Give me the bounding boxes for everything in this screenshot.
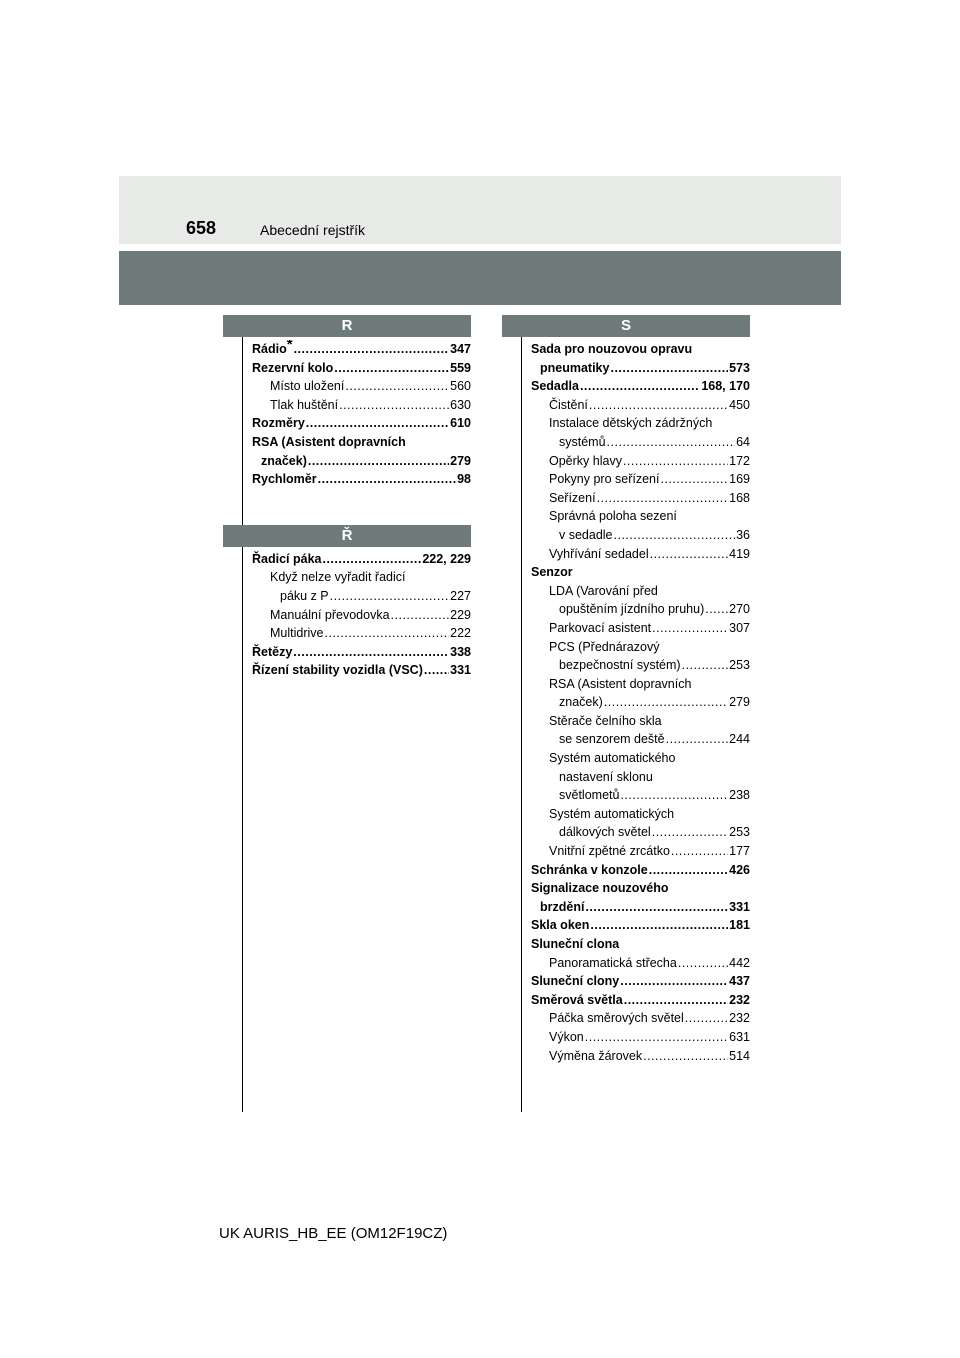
section-letter-header: S xyxy=(502,315,750,337)
entry-page-number: 172 xyxy=(729,453,750,468)
entry-term xyxy=(540,898,584,917)
entry-term xyxy=(531,991,623,1010)
entry-term-text: Tlak huštění xyxy=(270,397,339,412)
dot-leader xyxy=(334,359,449,378)
index-entry xyxy=(252,377,471,396)
entry-page-number: 442 xyxy=(729,955,750,970)
index-entry xyxy=(531,507,750,526)
entry-page-number: 232 xyxy=(729,992,750,1007)
entry-term xyxy=(549,712,662,731)
dot-leader xyxy=(607,433,736,452)
dot-leader xyxy=(666,730,729,749)
entry-term xyxy=(559,656,681,675)
entry-term-text: Když nelze vyřadit řadicí xyxy=(270,570,406,585)
index-entry xyxy=(531,340,750,359)
entry-term-text: Vnitřní zpětné zrcátko xyxy=(549,844,670,859)
right-column-rule xyxy=(521,315,522,1112)
entry-term-text: Směrová světla xyxy=(531,992,623,1007)
dot-leader xyxy=(682,656,729,675)
dot-leader xyxy=(671,842,728,861)
entry-term xyxy=(270,606,390,625)
dot-leader xyxy=(620,972,728,991)
entry-term-text: dálkových světel xyxy=(559,825,651,840)
entry-term-text: značek) xyxy=(559,695,603,710)
entry-page-number: 229 xyxy=(450,607,471,622)
index-entry xyxy=(531,898,750,917)
entry-term-text: Senzor xyxy=(531,565,573,580)
dot-leader xyxy=(589,396,728,415)
index-entry xyxy=(252,470,471,489)
left-column-rule xyxy=(242,315,243,1112)
section-letter-header: R xyxy=(223,315,471,337)
entry-page-number: 426 xyxy=(729,862,750,877)
header-background xyxy=(119,176,841,244)
entry-term xyxy=(531,879,669,898)
index-entry xyxy=(531,954,750,973)
entry-term xyxy=(549,1009,684,1028)
index-entry xyxy=(252,396,471,415)
page-number: 658 xyxy=(186,218,217,238)
entry-page-number: 253 xyxy=(729,658,750,673)
entry-term-text: RSA (Asistent dopravních xyxy=(549,676,692,691)
entry-term-text: v sedadle xyxy=(559,527,613,542)
page-title: Abecední rejstřík xyxy=(260,222,366,238)
entry-term-text: Parkovací asistent xyxy=(549,620,652,635)
index-entry xyxy=(531,1028,750,1047)
entry-term xyxy=(549,1028,584,1047)
entry-page-number: 181 xyxy=(729,918,750,933)
entry-term xyxy=(559,786,619,805)
index-entry xyxy=(531,749,750,768)
entry-page-number: 279 xyxy=(450,453,471,468)
index-entry xyxy=(252,359,471,378)
entry-term xyxy=(549,675,691,694)
entry-term-text: Čistění xyxy=(549,397,588,412)
dot-leader xyxy=(652,619,728,638)
left-index-column xyxy=(252,315,471,680)
section-spacer xyxy=(252,489,471,525)
entry-term xyxy=(559,526,613,545)
section-letter-header: Ř xyxy=(223,525,471,547)
entry-term xyxy=(280,587,329,606)
entry-page-number: 168 xyxy=(729,490,750,505)
dot-leader xyxy=(652,823,728,842)
index-entry xyxy=(531,786,750,805)
index-entry xyxy=(531,489,750,508)
footnote-star: * xyxy=(286,340,293,353)
entry-term xyxy=(549,489,596,508)
index-entry xyxy=(531,768,750,787)
index-entry xyxy=(531,991,750,1010)
index-entry xyxy=(531,1047,750,1066)
index-entry xyxy=(252,433,471,452)
index-entry xyxy=(531,1009,750,1028)
entry-term-text: Rozměry xyxy=(252,416,305,431)
entry-term xyxy=(559,693,603,712)
entry-term-text: Rezervní kolo xyxy=(252,360,334,375)
entry-term xyxy=(549,954,677,973)
dot-leader xyxy=(293,643,449,662)
index-entry xyxy=(531,563,750,582)
entry-term-text: brzdění xyxy=(540,899,585,914)
entry-term xyxy=(549,414,712,433)
entry-term xyxy=(549,452,622,471)
index-entry xyxy=(252,643,471,662)
dot-leader xyxy=(620,786,728,805)
entry-term xyxy=(270,624,324,643)
entry-term-text: Řízení stability vozidla (VSC) xyxy=(252,663,423,678)
entry-page-number: 36 xyxy=(736,527,750,542)
entry-term-text: Opěrky hlavy xyxy=(549,453,622,468)
entry-term-text: PCS (Přednárazový xyxy=(549,639,660,654)
index-entry xyxy=(531,823,750,842)
entry-term-text: Manuální převodovka xyxy=(270,607,390,622)
entry-term-text: páku z P xyxy=(280,588,329,603)
index-entry xyxy=(531,377,750,396)
entry-term xyxy=(270,396,338,415)
dot-leader xyxy=(318,470,456,489)
dot-leader xyxy=(643,1047,728,1066)
dot-leader xyxy=(624,991,728,1010)
entry-page-number: 238 xyxy=(729,788,750,803)
index-entry xyxy=(531,526,750,545)
entry-term-text: Skla oken xyxy=(531,918,590,933)
index-entry xyxy=(252,587,471,606)
entry-term-text: se senzorem deště xyxy=(559,732,665,747)
index-entry xyxy=(531,582,750,601)
entry-term-text: světlometů xyxy=(559,788,620,803)
entry-term xyxy=(270,377,344,396)
entry-page-number: 437 xyxy=(729,974,750,989)
index-entry xyxy=(531,452,750,471)
dot-leader xyxy=(585,898,728,917)
dot-leader xyxy=(590,916,728,935)
entry-term xyxy=(559,600,704,619)
index-entry xyxy=(531,396,750,415)
entry-term xyxy=(559,730,665,749)
index-entry xyxy=(531,972,750,991)
dot-leader xyxy=(580,377,700,396)
footer-doc-code: UK AURIS_HB_EE (OM12F19CZ) xyxy=(219,1225,448,1242)
entry-term-text: Místo uložení xyxy=(270,379,345,394)
entry-page-number: 227 xyxy=(450,588,471,603)
entry-term-text: Multidrive xyxy=(270,626,324,641)
entry-page-number: 560 xyxy=(450,379,471,394)
entry-term-text: pneumatiky xyxy=(540,360,610,375)
index-entry xyxy=(531,359,750,378)
entry-page-number: 514 xyxy=(729,1048,750,1063)
dot-leader xyxy=(610,359,728,378)
index-entry xyxy=(531,656,750,675)
dot-leader xyxy=(678,954,728,973)
dot-leader xyxy=(623,452,728,471)
entry-term xyxy=(531,563,573,582)
entry-term-text: Řadicí páka xyxy=(252,551,322,566)
entry-term xyxy=(559,768,653,787)
entry-term xyxy=(549,749,675,768)
entry-term xyxy=(549,619,651,638)
dot-leader xyxy=(345,377,449,396)
entry-term xyxy=(270,568,405,587)
entry-page-number: 450 xyxy=(729,397,750,412)
index-entry xyxy=(531,916,750,935)
entry-page-number: 222, 229 xyxy=(422,551,471,566)
index-entry xyxy=(252,624,471,643)
index-entries xyxy=(531,340,750,1065)
dot-leader xyxy=(322,550,421,569)
entry-term xyxy=(549,396,588,415)
entry-term xyxy=(540,359,609,378)
entry-page-number: 347 xyxy=(450,342,471,356)
entry-term xyxy=(531,935,619,954)
index-entry xyxy=(531,638,750,657)
index-entry xyxy=(531,730,750,749)
entry-page-number: 338 xyxy=(450,644,471,659)
entry-term xyxy=(531,340,692,359)
entry-term-text: Výměna žárovek xyxy=(549,1048,643,1063)
index-entry xyxy=(531,805,750,824)
dot-leader xyxy=(424,661,449,680)
index-entry xyxy=(531,545,750,564)
entry-term xyxy=(261,452,307,471)
index-entry xyxy=(252,550,471,569)
dot-leader xyxy=(325,624,450,643)
entry-page-number: 244 xyxy=(729,732,750,747)
entry-term-text: Správná poloha sezení xyxy=(549,509,677,524)
entry-term-text: Sedadla xyxy=(531,379,579,394)
entry-page-number: 559 xyxy=(450,360,471,375)
index-entry xyxy=(531,842,750,861)
entry-term xyxy=(559,823,651,842)
entry-term-text: Systém automatického xyxy=(549,751,676,766)
entry-term-text: Seřízení xyxy=(549,490,596,505)
index-entry xyxy=(252,452,471,471)
dot-leader xyxy=(660,470,728,489)
entry-term-text: Systém automatických xyxy=(549,806,675,821)
entry-page-number: 270 xyxy=(729,602,750,617)
dot-leader xyxy=(339,396,449,415)
entry-term-text: Sada pro nouzovou opravu xyxy=(531,342,693,356)
entry-term-text: Panoramatická střecha xyxy=(549,955,677,970)
index-entry xyxy=(531,693,750,712)
header-band xyxy=(119,251,841,305)
entry-term-text: opuštěním jízdního pruhu) xyxy=(559,602,705,617)
dot-leader xyxy=(294,340,450,359)
index-entry xyxy=(252,606,471,625)
dot-leader xyxy=(330,587,450,606)
dot-leader xyxy=(308,452,449,471)
index-entry xyxy=(531,619,750,638)
index-entry xyxy=(252,661,471,680)
dot-leader xyxy=(306,414,449,433)
index-entry xyxy=(531,712,750,731)
right-index-column xyxy=(531,315,750,1065)
entry-term-text: Instalace dětských zádržných xyxy=(549,416,713,431)
entry-term-text: Rychloměr xyxy=(252,472,317,487)
dot-leader xyxy=(650,545,729,564)
entry-term-text: bezpečnostní systém) xyxy=(559,658,681,673)
entry-term xyxy=(531,972,619,991)
index-entry xyxy=(531,879,750,898)
index-entry xyxy=(531,414,750,433)
entry-term xyxy=(531,377,579,396)
entry-page-number: 279 xyxy=(729,695,750,710)
index-entry xyxy=(252,568,471,587)
index-entry xyxy=(531,470,750,489)
entry-term xyxy=(549,545,649,564)
dot-leader xyxy=(391,606,450,625)
index-entries xyxy=(252,550,471,680)
entry-term xyxy=(549,1047,642,1066)
index-entry xyxy=(252,414,471,433)
index-entry xyxy=(531,433,750,452)
entry-page-number: 630 xyxy=(450,397,471,412)
entry-term-text: značek) xyxy=(261,453,307,468)
entry-page-number: 610 xyxy=(450,416,471,431)
entry-term xyxy=(252,470,317,489)
entry-term-text: Rádio xyxy=(252,342,287,356)
entry-term xyxy=(531,861,648,880)
entry-term-text: Sluneční clona xyxy=(531,937,620,951)
entry-term-text: Pokyny pro seřízení xyxy=(549,472,660,487)
entry-term xyxy=(531,916,589,935)
dot-leader xyxy=(614,526,736,545)
entry-page-number: 331 xyxy=(450,663,471,678)
entry-term xyxy=(559,433,606,452)
entry-page-number: 331 xyxy=(729,899,750,914)
entry-page-number: 573 xyxy=(729,360,750,375)
entry-term xyxy=(549,582,658,601)
entry-term xyxy=(549,638,659,657)
entry-term xyxy=(252,433,406,452)
entry-page-number: 631 xyxy=(729,1029,750,1044)
entry-term xyxy=(549,805,674,824)
entry-term-text: Řetězy xyxy=(252,644,293,659)
entry-page-number: 64 xyxy=(736,434,750,449)
entry-term xyxy=(252,340,293,359)
entry-term-text: Signalizace nouzového xyxy=(531,881,669,896)
index-entry xyxy=(531,935,750,954)
entry-term xyxy=(549,842,670,861)
entry-page-number: 232 xyxy=(729,1011,750,1026)
entry-page-number: 98 xyxy=(457,472,471,487)
entry-term-text: RSA (Asistent dopravních xyxy=(252,434,406,449)
entry-term-text: Sluneční clony xyxy=(531,974,620,989)
entry-term xyxy=(252,359,333,378)
entry-page-number: 307 xyxy=(729,620,750,635)
index-entry xyxy=(531,600,750,619)
entry-term xyxy=(252,414,305,433)
entry-term-text: nastavení sklonu xyxy=(559,769,653,784)
entry-page-number: 253 xyxy=(729,825,750,840)
index-entry xyxy=(531,861,750,880)
entry-term-text: Páčka směrových světel xyxy=(549,1011,684,1026)
entry-term-text: LDA (Varování před xyxy=(549,583,658,598)
dot-leader xyxy=(705,600,728,619)
entry-term xyxy=(549,470,659,489)
entry-term xyxy=(252,661,423,680)
entry-page-number: 222 xyxy=(450,626,471,641)
entry-page-number: 169 xyxy=(729,472,750,487)
entry-page-number: 419 xyxy=(729,546,750,561)
dot-leader xyxy=(585,1028,728,1047)
index-entry xyxy=(531,675,750,694)
entry-page-number: 168, 170 xyxy=(701,379,750,394)
index-entry xyxy=(252,340,471,359)
index-entries xyxy=(252,340,471,489)
entry-term-text: systémů xyxy=(559,434,606,449)
entry-term-text: Vyhřívání sedadel xyxy=(549,546,649,561)
dot-leader xyxy=(649,861,728,880)
dot-leader xyxy=(604,693,728,712)
entry-page-number: 177 xyxy=(729,844,750,859)
entry-term xyxy=(252,643,292,662)
dot-leader xyxy=(685,1009,728,1028)
entry-term xyxy=(252,550,321,569)
entry-term-text: Schránka v konzole xyxy=(531,862,648,877)
entry-term-text: Stěrače čelního skla xyxy=(549,713,662,728)
dot-leader xyxy=(597,489,729,508)
entry-term xyxy=(549,507,677,526)
entry-term-text: Výkon xyxy=(549,1029,584,1044)
